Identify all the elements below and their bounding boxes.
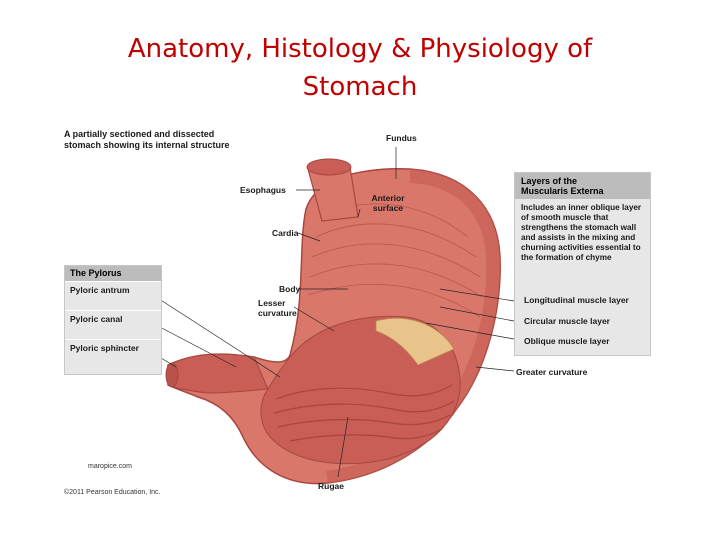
label-cardia: Cardia xyxy=(272,228,299,238)
label-rugae: Rugae xyxy=(318,481,344,491)
label-lesser-curvature-line-2: curvature xyxy=(258,308,297,318)
slide-title-line-2: Stomach xyxy=(302,72,418,102)
label-fundus: Fundus xyxy=(386,133,417,143)
stomach-anatomy-figure xyxy=(58,117,664,500)
label-anterior-surface xyxy=(360,193,416,213)
pylorus-heading: The Pylorus xyxy=(65,266,161,281)
esophagus-opening xyxy=(307,159,351,175)
label-circular-muscle-layer: Circular muscle layer xyxy=(524,316,610,326)
label-lesser-curvature-line-1: Lesser xyxy=(258,298,286,308)
label-longitudinal-muscle-layer: Longitudinal muscle layer xyxy=(524,295,629,305)
figure-caption-line-1: A partially sectioned and dissected xyxy=(64,129,215,139)
muscularis-heading-line-1: Layers of the xyxy=(521,176,578,186)
pylorus-item-antrum: Pyloric antrum xyxy=(65,281,161,310)
muscularis-description: Includes an inner oblique layer of smooth muscle that strengthens the stomach wall and assists in the mixing and churning activities essential to the formation of chyme xyxy=(521,203,642,262)
watermark-text: maropice.com xyxy=(88,463,132,470)
label-anterior-surface-line-2: surface xyxy=(372,203,404,213)
label-lesser-curvature xyxy=(258,298,297,318)
muscularis-externa-box xyxy=(514,172,651,356)
label-anterior-surface-line-1: Anterior xyxy=(371,193,405,203)
label-esophagus: Esophagus xyxy=(240,185,286,195)
slide-title xyxy=(0,30,720,106)
figure-caption xyxy=(64,129,284,151)
pylorus-legend-box xyxy=(64,265,162,375)
muscularis-heading xyxy=(515,173,650,199)
copyright-text: ©2011 Pearson Education, Inc. xyxy=(64,489,161,496)
label-body: Body xyxy=(279,284,301,294)
muscularis-heading-line-2: Muscularis Externa xyxy=(521,186,604,196)
figure-caption-line-2: stomach showing its internal structure xyxy=(64,140,230,150)
label-oblique-muscle-layer: Oblique muscle layer xyxy=(524,336,610,346)
slide-title-line-1: Anatomy, Histology & Physiology of xyxy=(127,34,593,64)
label-greater-curvature: Greater curvature xyxy=(516,367,588,377)
pyloric-sphincter-ring xyxy=(166,363,178,387)
pylorus-item-canal: Pyloric canal xyxy=(65,310,161,339)
pylorus-item-sphincter: Pyloric sphincter xyxy=(65,339,161,368)
